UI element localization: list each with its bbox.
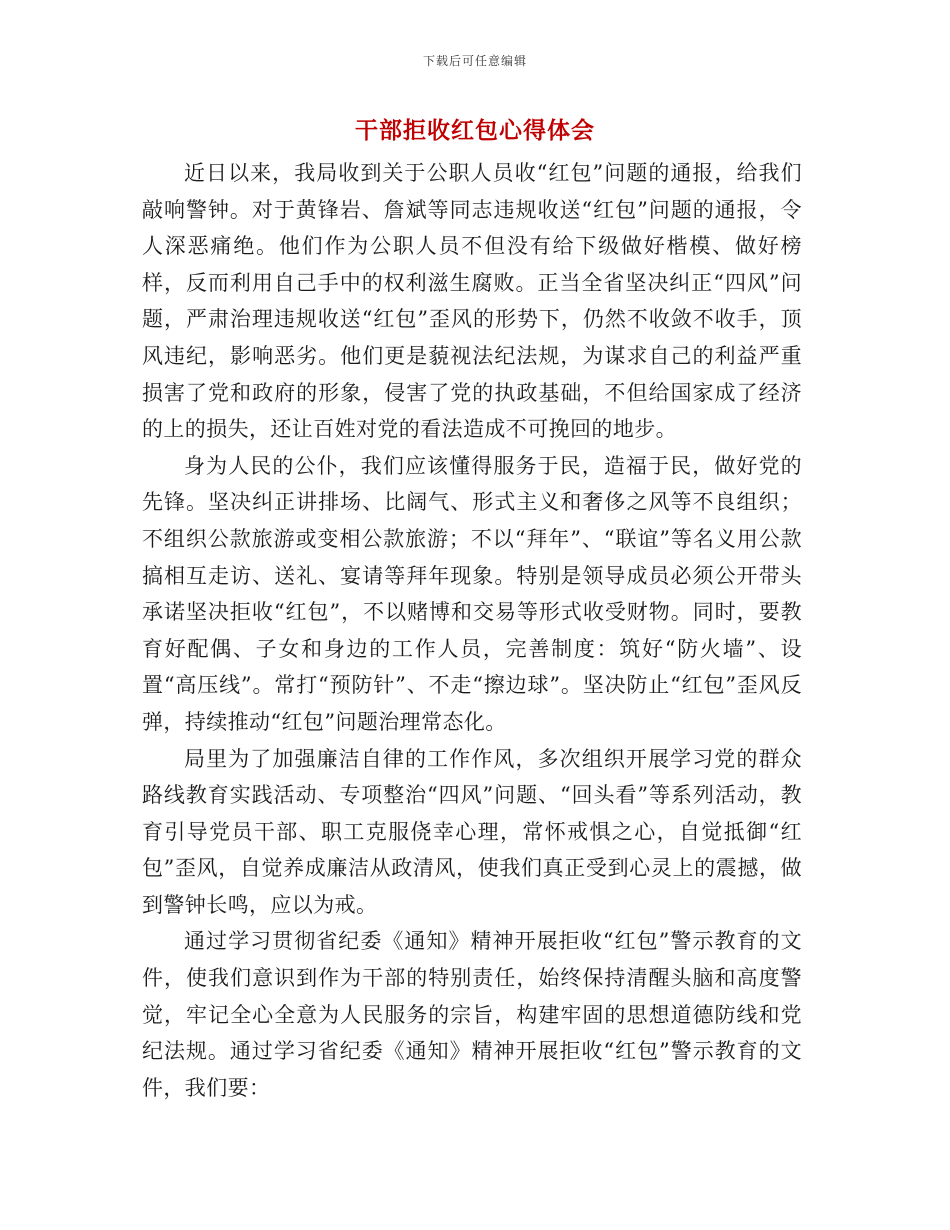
document-body — [142, 155, 802, 1106]
document-title: 干部拒收红包心得体会 — [355, 118, 595, 144]
paragraph-3: 局里为了加强廉洁自律的工作作风，多次组织开展学习党的群众路线教育实践活动、专项整治“四风”问题、“回头看”等系列活动，教育引导党员干部、职工克服侥幸心理，常怀戒惧之心，自觉抵御“红包”歪风，自觉养成廉洁从政清风，使我们真正受到心灵上的震撼，做到警钟长鸣，应以为戒。 — [142, 746, 802, 917]
paragraph-4: 通过学习贯彻省纪委《通知》精神开展拒收“红包”警示教育的文件，使我们意识到作为干部的特别责任，始终保持清醒头脑和高度警觉，牢记全心全意为人民服务的宗旨，构建牢固的思想道德防线和党纪法规。通过学习省纪委《通知》精神开展拒收“红包”警示教育的文件，我们要： — [142, 929, 802, 1100]
paragraph-1: 近日以来，我局收到关于公职人员收“红包”问题的通报，给我们敲响警钟。对于黄锋岩、詹斌等同志违规收送“红包”问题的通报，令人深恶痛绝。他们作为公职人员不但没有给下级做好楷模、做好榜样，反而利用自己手中的权利滋生腐败。正当全省坚决纠正“四风”问题，严肃治理违规收送“红包”歪风的形势下，仍然不收敛不收手，顶风违纪，影响恶劣。他们更是藐视法纪法规，为谋求自己的利益严重损害了党和政府的形象，侵害了党的执政基础，不但给国家成了经济的上的损失，还让百姓对党的看法造成不可挽回的地步。 — [142, 161, 802, 442]
header-note: 下载后可任意编辑 — [422, 54, 527, 68]
paragraph-2: 身为人民的公仆，我们应该懂得服务于民，造福于民，做好党的先锋。坚决纠正讲排场、比阔气、形式主义和奢侈之风等不良组织；不组织公款旅游或变相公款旅游；不以“拜年”、“联谊”等名义用公款搞相互走访、送礼、宴请等拜年现象。特别是领导成员必须公开带头承诺坚决拒收“红包”，不以赌博和交易等形式收受财物。同时，要教育好配偶、子女和身边的工作人员，完善制度：筑好“防火墙”、设置“高压线”。常打“预防针”、不走“擦边球”。坚决防止“红包”歪风反弹，持续推动“红包”问题治理常态化。 — [142, 453, 802, 734]
